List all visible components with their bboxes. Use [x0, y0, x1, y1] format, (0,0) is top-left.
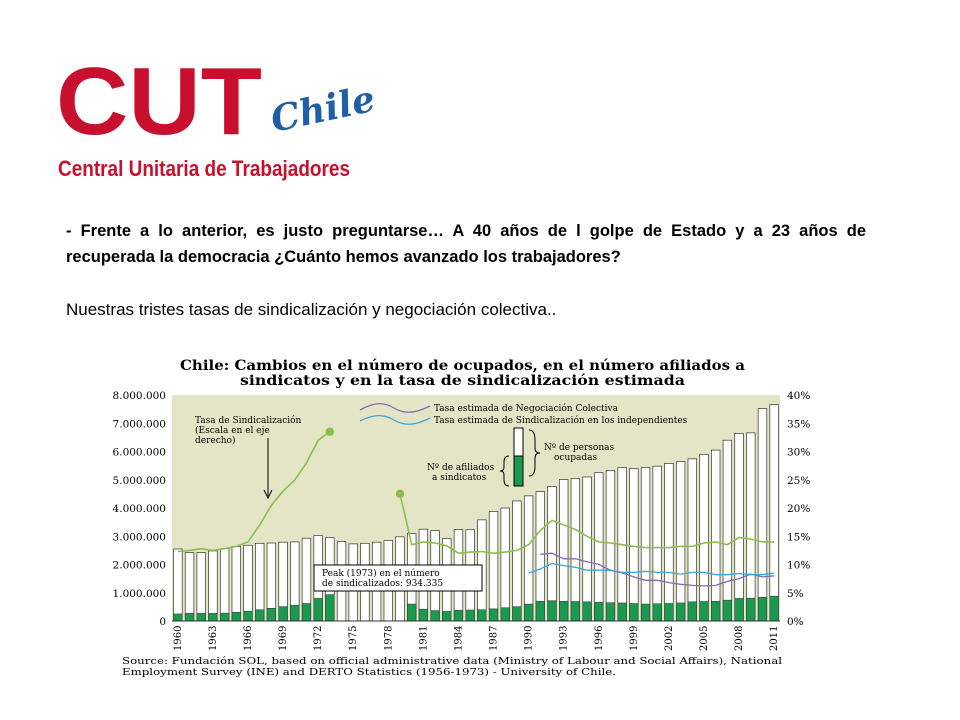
- bar-afiliados: [583, 602, 592, 621]
- rates-paragraph: Nuestras tristes tasas de sindicalización y negociación colectiva..: [66, 300, 557, 319]
- bar-ocupados: [244, 545, 253, 621]
- chart-title-line2: sindicatos y en la tasa de sindicalización estimada: [240, 373, 686, 389]
- tasa-label-line3: derecho): [195, 436, 236, 446]
- bar-afiliados: [606, 603, 615, 621]
- bar-afiliados: [501, 608, 510, 621]
- y-right-tick-label: 20%: [787, 503, 811, 515]
- y-left-tick-label: 2.000.000: [112, 559, 166, 572]
- x-tick-label: 1981: [418, 625, 430, 651]
- bar-ocupados: [746, 433, 755, 621]
- bar-afiliados: [267, 608, 276, 621]
- bar-afiliados: [244, 611, 253, 621]
- bar-afiliados: [630, 603, 639, 621]
- legend-bar-green: [514, 456, 523, 486]
- bar-afiliados: [735, 598, 744, 621]
- y-right-tick-label: 40%: [787, 390, 811, 402]
- x-tick-label: 1969: [278, 625, 290, 651]
- bar-afiliados: [326, 595, 335, 621]
- legend-independientes-label: Tasa estimada de Sindicalización en los independientes: [434, 416, 688, 426]
- bar-ocupados: [559, 479, 568, 621]
- bar-afiliados: [513, 607, 522, 621]
- x-tick-label: 1984: [453, 625, 465, 651]
- peak-label-line2: de sindicalizados: 934.335: [322, 579, 444, 589]
- x-tick-label: 1999: [628, 625, 640, 651]
- bar-ocupados: [209, 551, 218, 621]
- bar-afiliados: [314, 598, 323, 621]
- x-tick-label: 1966: [243, 625, 254, 651]
- peak-label-line1: Peak (1973) en el número: [322, 569, 440, 579]
- legend-ocupadas-line1: Nº de personas: [544, 443, 615, 453]
- cut-chile-logo: [52, 48, 379, 184]
- bar-ocupados: [665, 463, 674, 621]
- bar-ocupados: [255, 543, 264, 621]
- bar-afiliados: [711, 601, 720, 621]
- bar-ocupados: [571, 478, 580, 621]
- bar-ocupados: [770, 405, 779, 621]
- x-tick-label: 1978: [383, 625, 395, 651]
- bar-ocupados: [524, 496, 533, 621]
- bar-afiliados: [723, 600, 732, 621]
- y-axis-left: [113, 390, 166, 628]
- question-paragraph: - Frente a lo anterior, es justo preguntarse… A 40 años de l golpe de Estado y a 23 años de recuperada la democracia ¿Cuánto hemos avanzado los trabajadores?: [66, 222, 866, 266]
- bar-ocupados: [501, 508, 510, 621]
- y-right-tick-label: 30%: [787, 446, 811, 459]
- bar-afiliados: [478, 610, 487, 621]
- bar-afiliados: [407, 604, 416, 621]
- y-left-tick-label: 4.000.000: [112, 503, 166, 515]
- y-right-tick-label: 5%: [787, 587, 804, 600]
- x-axis-ticks: [173, 626, 780, 651]
- bar-ocupados: [220, 549, 229, 621]
- bar-afiliados: [220, 613, 229, 621]
- x-tick-label: 2011: [769, 625, 781, 651]
- x-tick-label: 1975: [348, 625, 360, 651]
- y-right-tick-label: 25%: [787, 474, 811, 487]
- bar-afiliados: [571, 602, 580, 621]
- bar-ocupados: [513, 501, 522, 621]
- x-tick-label: 1990: [523, 625, 535, 651]
- bar-afiliados: [197, 613, 206, 621]
- tasa-endpoint-dot: [396, 490, 404, 498]
- y-left-tick-label: 8.000.000: [112, 390, 166, 402]
- x-tick-label: 1972: [313, 625, 325, 651]
- bar-afiliados: [174, 614, 183, 621]
- bar-afiliados: [536, 601, 545, 621]
- source-line2: Employment Survey (INE) and DERTO Statistics (1956-1973) - University of Chile.: [122, 667, 616, 678]
- tasa-label-line1: Tasa de Sindicalización: [195, 416, 302, 426]
- y-left-tick-label: 0: [159, 616, 166, 628]
- bar-ocupados: [735, 433, 744, 621]
- legend-afiliados-line2: a sindicatos: [432, 473, 487, 483]
- bar-afiliados: [279, 607, 288, 621]
- bar-ocupados: [758, 409, 767, 621]
- bar-afiliados: [185, 613, 194, 621]
- bar-ocupados: [688, 459, 697, 621]
- bar-afiliados: [466, 610, 475, 621]
- bar-afiliados: [618, 603, 627, 621]
- bar-afiliados: [665, 603, 674, 621]
- bar-ocupados: [197, 553, 206, 621]
- bar-afiliados: [594, 602, 603, 621]
- legend-afiliados-line1: Nº de afiliados: [427, 463, 495, 473]
- bar-afiliados: [431, 611, 440, 621]
- tasa-label-line2: (Escala en el eje: [195, 426, 270, 436]
- bar-afiliados: [489, 609, 498, 621]
- bar-ocupados: [723, 440, 732, 621]
- logo-subtitle: Central Unitaria de Trabajadores: [58, 156, 350, 181]
- x-tick-label: 1963: [207, 625, 219, 651]
- y-right-tick-label: 15%: [787, 531, 811, 544]
- bar-afiliados: [746, 598, 755, 621]
- y-left-tick-label: 1.000.000: [112, 587, 166, 600]
- y-left-tick-label: 6.000.000: [112, 446, 166, 459]
- source-line1: Source: Fundación SOL, based on official administrative data (Ministry of Labour and Social Affairs), National: [122, 656, 782, 667]
- logo-country: Chile: [267, 77, 379, 141]
- bar-afiliados: [559, 601, 568, 621]
- peak-annotation: [314, 565, 482, 591]
- y-left-tick-label: 5.000.000: [112, 474, 166, 487]
- bar-afiliados: [209, 613, 218, 621]
- logo-word: CUT: [56, 48, 262, 155]
- bar-ocupados: [606, 471, 615, 621]
- bar-afiliados: [688, 602, 697, 621]
- chart-title-line1: Chile: Cambios en el número de ocupados, en el número afiliados a: [180, 358, 746, 374]
- bar-afiliados: [290, 605, 299, 621]
- y-axis-right: [787, 390, 810, 628]
- y-right-tick-label: 0%: [787, 616, 804, 628]
- y-right-tick-label: 10%: [787, 559, 811, 572]
- x-tick-label: 1987: [488, 625, 500, 651]
- bar-afiliados: [700, 602, 709, 621]
- bar-afiliados: [232, 612, 241, 621]
- bar-ocupados: [583, 477, 592, 621]
- tasa-endpoint-dot: [326, 428, 334, 436]
- bar-afiliados: [641, 604, 650, 621]
- bar-afiliados: [548, 601, 557, 621]
- bar-ocupados: [641, 467, 650, 621]
- y-left-tick-label: 3.000.000: [112, 531, 166, 544]
- bar-ocupados: [711, 450, 720, 621]
- bar-afiliados: [676, 603, 685, 621]
- bar-afiliados: [524, 604, 533, 621]
- y-left-tick-label: 7.000.000: [112, 418, 166, 431]
- bar-afiliados: [758, 597, 767, 621]
- x-tick-label: 2008: [734, 625, 746, 651]
- bar-ocupados: [653, 466, 662, 621]
- bar-ocupados: [174, 549, 183, 621]
- bar-ocupados: [232, 546, 241, 621]
- bar-ocupados: [185, 553, 194, 621]
- x-tick-label: 2005: [699, 625, 710, 651]
- bar-afiliados: [653, 604, 662, 621]
- x-tick-label: 1960: [172, 625, 184, 651]
- bar-ocupados: [489, 511, 498, 621]
- x-tick-label: 1993: [558, 625, 570, 651]
- bar-afiliados: [770, 596, 779, 621]
- bar-ocupados: [594, 473, 603, 621]
- bar-afiliados: [255, 610, 264, 621]
- bar-afiliados: [419, 609, 428, 621]
- x-tick-label: 2002: [663, 625, 675, 651]
- bar-afiliados: [302, 603, 311, 621]
- legend-negociacion-label: Tasa estimada de Negociación Colectiva: [434, 404, 618, 414]
- bar-afiliados: [454, 610, 463, 621]
- bar-ocupados: [700, 454, 709, 621]
- unionization-chart: [92, 350, 811, 685]
- y-right-tick-label: 35%: [787, 418, 811, 431]
- x-tick-label: 1996: [593, 625, 605, 651]
- bar-ocupados: [630, 468, 639, 621]
- bar-ocupados: [676, 462, 685, 621]
- bar-afiliados: [442, 611, 451, 621]
- legend-ocupadas-line2: ocupadas: [554, 453, 598, 463]
